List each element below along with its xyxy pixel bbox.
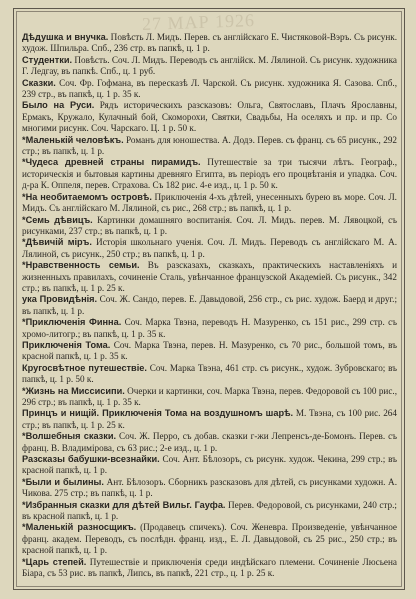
book-entry bbox=[22, 386, 397, 409]
book-title: *Избранныя сказки для дѣтей Вильг. Гауфа. bbox=[22, 499, 226, 510]
book-title: *Волшебныя сказки. bbox=[22, 431, 117, 442]
book-entry bbox=[22, 500, 397, 523]
book-description: Повѣсть. Соч. Л. Мидъ. Переводъ съ англійск. М. Лялиной. Съ рисунк. художника Г. Ледгау, въ папкѣ. Спб., ц. 1 руб. bbox=[22, 54, 397, 77]
book-title: Принцъ и нищій. Приключенія Тома на воздушномъ шарѣ. bbox=[22, 408, 294, 419]
book-description: Соч. Марка Твэна, перев. Н. Мазуренко, съ 70 рис., большой томъ, въ красной папкѣ, ц. 1 р. 35 к. bbox=[22, 339, 397, 362]
book-description: (Продавецъ спичекъ). Соч. Женевра. Произведеніе, увѣнчанное франц. академ. Переводъ, съ послѣдн. франц. изд., Е. Л. Давыдовой, съ 25 рис., 250 стр.; въ красной папкѣ, ц. 1 р. bbox=[22, 522, 398, 556]
book-title: *Были и былины. bbox=[22, 476, 104, 487]
book-description: Повѣсть Л. Мидъ. Перев. съ англійскаго Е. Чистяковой-Вэръ. Съ рисунк. худож. Шпильра. Спб., 236 стр. въ папкѣ, ц. 1 р. bbox=[22, 32, 397, 54]
book-entry bbox=[22, 431, 397, 454]
book-entry bbox=[22, 237, 397, 260]
book-title: *Семь дѣвицъ. bbox=[22, 214, 93, 225]
book-entry bbox=[22, 557, 397, 580]
book-entry bbox=[22, 408, 397, 431]
book-title: *Маленькій человѣкъ. bbox=[22, 134, 124, 145]
book-list bbox=[22, 32, 397, 580]
book-description: Картинки домашняго воспитанія. Соч. Л. Мидъ. перев. М. Лявоцкой, съ рисунками, 237 стр.; въ папкѣ, ц. 1 р. bbox=[22, 214, 397, 236]
book-description: Соч. Ж. Сандо, перев. Е. Давыдовой, 256 стр., съ рис. худож. Баерд и друг.; въ папкѣ, ц. 1 р. bbox=[22, 294, 397, 316]
book-entry bbox=[22, 340, 397, 363]
book-description: Соч. Марка Твэна, переводъ Н. Мазуренко, съ 151 рис., 299 стр. съ хромо-литогр.; въ папкѣ, ц. 1 р. 35 к. bbox=[22, 317, 398, 339]
book-entry bbox=[22, 32, 397, 55]
book-title: Приключенія Тома. bbox=[22, 339, 111, 350]
book-title: Разсказы бабушки-всезнайки. bbox=[22, 454, 160, 465]
book-entry bbox=[22, 317, 397, 340]
book-entry bbox=[22, 135, 397, 158]
book-description: Соч. Ант. Бѣлозоръ, съ рисунк. худож. Чекина, 299 стр.; въ красной папкѣ, ц. 1 р. bbox=[22, 454, 397, 476]
book-entry bbox=[22, 522, 397, 556]
book-title: *Нравственность семьи. bbox=[22, 260, 140, 271]
book-title: ука Провидѣнія. bbox=[22, 294, 98, 305]
book-title: Дѣдушка и внучка. bbox=[22, 32, 109, 42]
book-entry bbox=[22, 192, 397, 215]
book-description: Ант. Бѣлозоръ. Сборникъ разсказовъ для дѣтей, съ рисунками художн. А. Чикова. 275 стр.; въ папкѣ, ц. 1 р. bbox=[22, 476, 397, 499]
book-description: Исторія школьнаго ученія. Соч. Л. Мидъ. Переводъ съ англійскаго М. А. Лялиной, съ рисунк., 250 стр.; въ папкѣ, ц. 1 р. bbox=[22, 237, 397, 259]
book-entry bbox=[22, 294, 397, 317]
book-entry bbox=[22, 78, 397, 101]
book-entry bbox=[22, 215, 397, 238]
book-description: Перев. Федоровой, съ рисунками, 240 стр.; въ красной папкѣ, ц. 1 р. bbox=[22, 499, 397, 522]
book-description: Приключенія 4-хъ дѣтей, унесенныхъ бурею въ море. Соч. Л. Мидъ. Съ англійскаго М. Лялиной, съ рис., 268 стр.; въ папкѣ, ц. 1 р. bbox=[22, 191, 397, 214]
book-entry bbox=[22, 260, 397, 294]
book-description: Соч. Ж. Перро, съ добав. сказки г-жи Лепренсъ-де-Бомонъ. Перев. съ франц. В. Владимірова, съ 63 рис.; 2-е изд., ц. 1 р. bbox=[22, 431, 398, 453]
book-title: *Маленькій разносщикъ. bbox=[22, 522, 137, 533]
book-title: *Жизнь на Миссисипи. bbox=[22, 385, 125, 396]
book-description: Соч. Марка Твэна, 461 стр. съ рисунк., худож. Зубровскаго; въ папкѣ, ц. 1 р. 50 к. bbox=[22, 362, 397, 385]
book-entry bbox=[22, 363, 397, 386]
book-title: *На необитаемомъ островѣ. bbox=[22, 191, 152, 202]
book-title: *Дѣвичій міръ. bbox=[22, 237, 92, 248]
book-entry bbox=[22, 100, 397, 134]
book-description: Путешествіе за три тысячи лѣтъ. Географ., историческія и бытовыя картины древняго Египта, въ періодъ его процвѣтанія и упадка. Соч. д-ра К. Оппеля, перев. Страхова. Съ 182 рис. 4-е изд., ц. 1 р. 50 к. bbox=[22, 157, 397, 191]
book-title: *Чудеса древней страны пирамидъ. bbox=[22, 157, 201, 168]
book-description: Путешествіе и приключенія среди индѣйскаго племени. Сочиненіе Люсьена Біара, съ 53 рис. въ папкѣ, Липсь, въ папкѣ, 221 стр., ц. 1 р. 25 к. bbox=[22, 556, 397, 579]
book-title: Студентки. bbox=[22, 54, 73, 65]
book-description: М. Твэна, съ 100 рис. 264 стр.; въ папкѣ, ц. 1 р. 25 к. bbox=[22, 408, 397, 430]
book-entry bbox=[22, 55, 397, 78]
book-description: Соч. Фр. Гофмана, въ пересказѣ Л. Чарской. Съ рисунк. художника Я. Сазова. Спб., 239 стр., въ папкѣ, ц. 1 р. 35 к. bbox=[22, 77, 397, 100]
book-description: Очерки и картинки, соч. Марка Твэна, перев. Федоровой съ 100 рис., 296 стр.; въ папкѣ, ц. 1 р. 35 к. bbox=[22, 385, 397, 407]
date-stamp: 27 МАР 1926 bbox=[141, 10, 256, 34]
book-title: *Царь степей. bbox=[22, 556, 87, 567]
book-entry bbox=[22, 157, 397, 191]
book-description: Романъ для юношества. А. Додэ. Перев. съ франц. съ 65 рисунк., 292 стр.; въ папкѣ, ц. 1 р. bbox=[22, 134, 398, 157]
book-title: *Приключенія Финна. bbox=[22, 317, 122, 328]
book-description: Рядъ историческихъ разсказовъ: Ольга, Святославъ, Плачъ Ярославны, Ермакъ, Кружало, Кулачный бой, Скоморохи, Святки, Свадьбы, На оселяхъ и пр. и пр. Со многими рисунк. Соч. Чарскаго. Ц. 1 р. 50 к. bbox=[22, 100, 397, 134]
book-entry bbox=[22, 454, 397, 477]
book-title: Кругосвѣтное путешествіе. bbox=[22, 362, 147, 373]
book-entry bbox=[22, 477, 397, 500]
book-title: Сказки. bbox=[22, 77, 56, 88]
book-description: Въ разсказахъ, сказкахъ, практическихъ наставленіяхъ и жизненныхъ правилахъ, сочиненіе Сталь, увѣнчанное французской Академіей. Съ рисунк., 342 стр.; въ папкѣ, ц. 1 р. 25 к. bbox=[22, 260, 397, 293]
book-title: Было на Руси. bbox=[22, 100, 95, 111]
